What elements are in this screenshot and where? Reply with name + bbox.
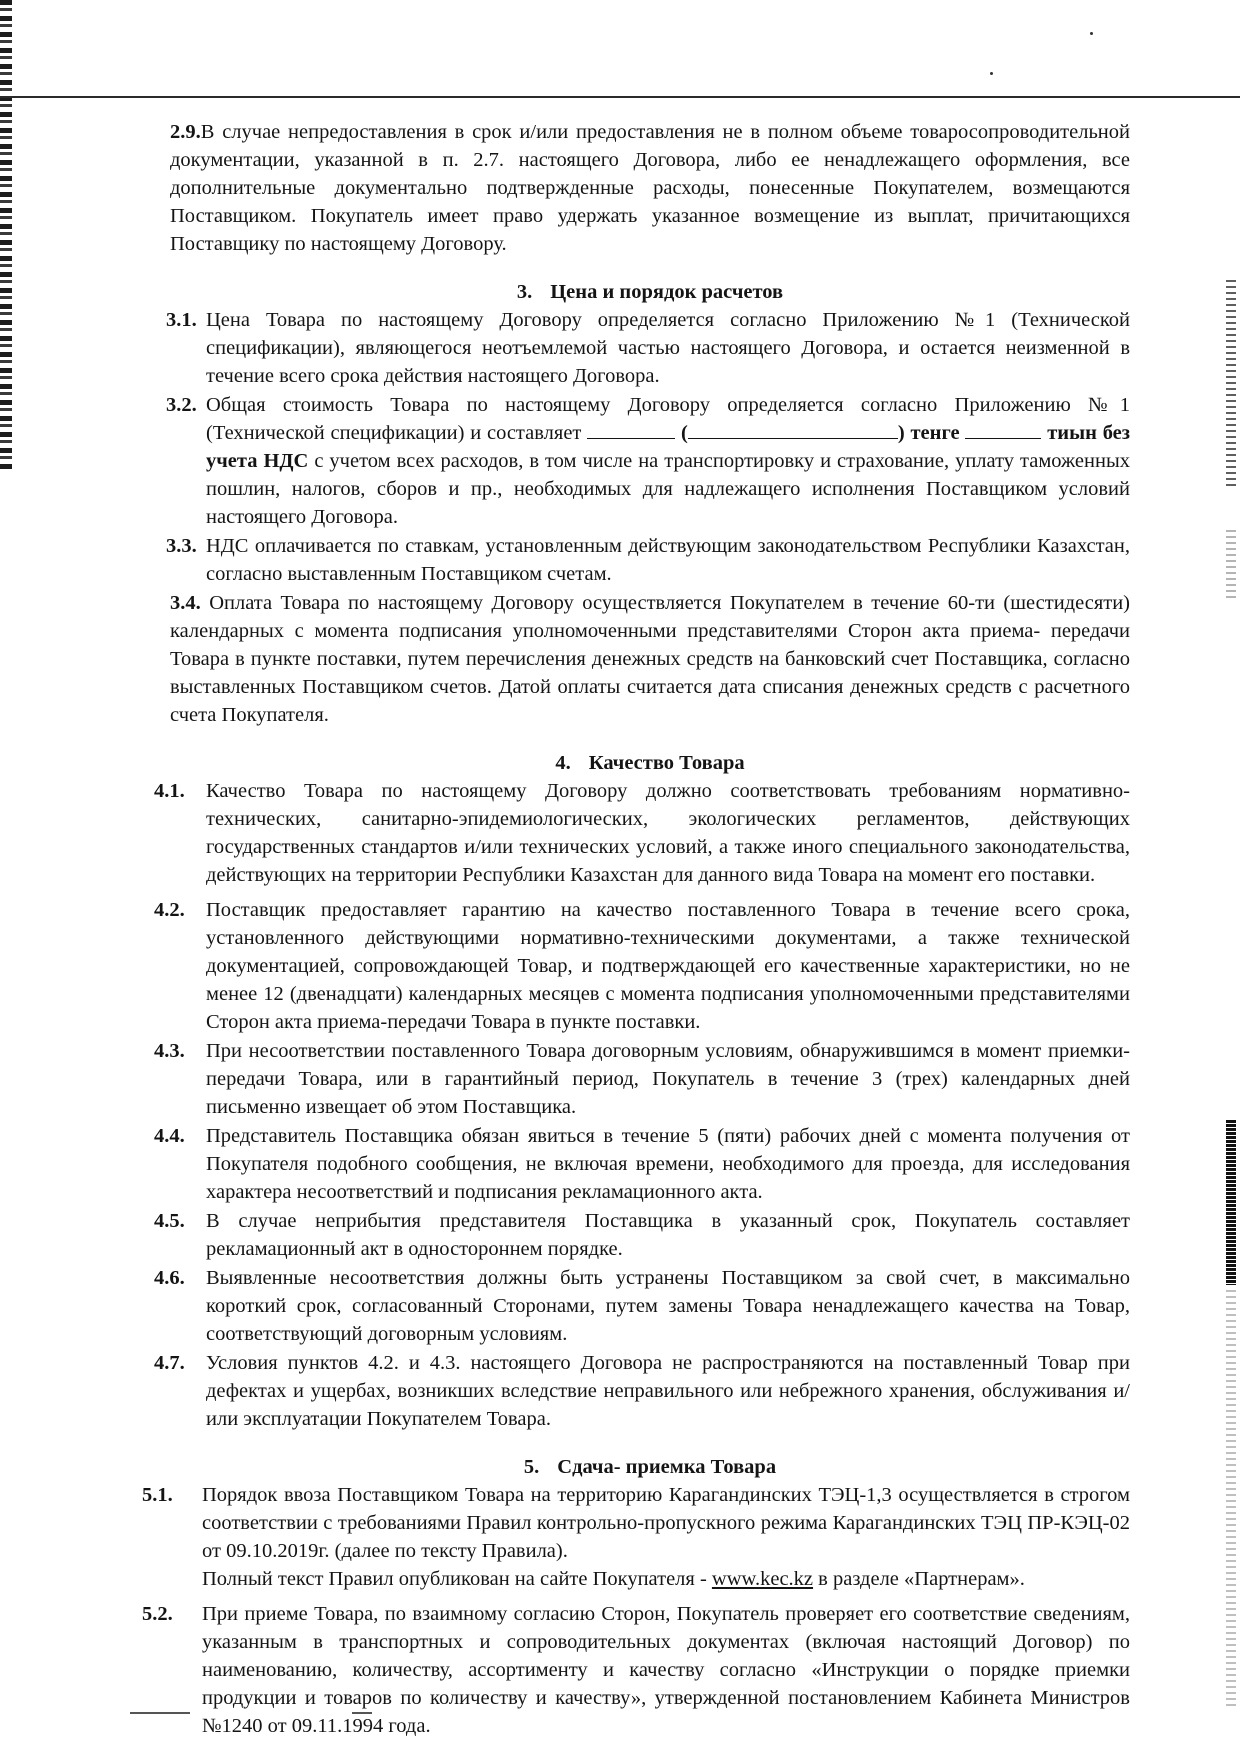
clause-text bbox=[202, 1481, 1130, 1593]
clause-text: Цена Товара по настоящему Договору определяется согласно Приложению №1 (Технической спецификации), являющегося неотъемлемой частью настоящего Договора, и остается неизменной в течение всего срока действия настоящего Договора. bbox=[206, 309, 1130, 387]
clause-text-part: в разделе «Партнерам». bbox=[818, 1568, 1025, 1590]
clause-text: При несоответствии поставленного Товара договорным условиям, обнаружившимся в момент приемки-передачи Товара, или в гарантийный период, Покупатель в течение 3 (трех) календарных дней письменно извещает об этом Поставщика. bbox=[206, 1040, 1130, 1118]
clause-number: 5.1. bbox=[142, 1484, 173, 1506]
clause-text bbox=[206, 391, 1130, 531]
scan-edge-marks-right bbox=[1226, 530, 1236, 600]
clause-text: Поставщик предоставляет гарантию на качество поставленного Товара в течение всего срока, установленного действующими нормативно-техническими документами, а также технической документацией, сопровождающей Товар, и подтверждающей его качественные характеристики, но не менее 12 (двенадцати) календарных месяцев с момента подписания уполномоченными представителями Сторон акта приема-передачи Товара в пункте поставки. bbox=[206, 899, 1130, 1033]
clause-4-3 bbox=[154, 1037, 1130, 1121]
scan-edge-marks-right bbox=[1226, 1290, 1236, 1710]
clause-3-4 bbox=[170, 589, 1130, 729]
clause-3-2 bbox=[166, 391, 1131, 531]
clause-number: 4.7. bbox=[154, 1352, 185, 1374]
clause-number: 3.3. bbox=[166, 535, 197, 557]
clause-4-1 bbox=[154, 777, 1130, 889]
section-3-heading bbox=[170, 278, 1130, 306]
clause-number: 3.2. bbox=[166, 394, 197, 416]
clause-text: Оплата Товара по настоящему Договору осуществляется Покупателем в течение 60-ти (шестидесяти) календарных с момента подписания уполномоченными представителями Сторон акта приема- передачи Товара в пункте поставки, путем перечисления денежных средств на банковский счет Поставщика, согласно выставленных Поставщиком счетов. Датой оплаты считается дата списания денежных средств с расчетного счета Покупателя. bbox=[170, 592, 1131, 726]
amount-words-blank-field bbox=[688, 420, 898, 439]
currency-label: ) тенге bbox=[897, 422, 960, 444]
scan-speck bbox=[990, 72, 993, 75]
scan-edge-marks-left bbox=[0, 0, 12, 470]
clause-text: Качество Товара по настоящему Договору должно соответствовать требованиям нормативно-технических, санитарно-эпидемиологических, экологических регламентов, действующих государственных стандартов и/или технических условий, а также иного специального законодательства, действующих на территории Республики Казахстан для данного вида Товара на момент его поставки. bbox=[206, 780, 1130, 886]
website-link[interactable]: www.kec.kz bbox=[711, 1568, 814, 1590]
clause-text: В случае неприбытия представителя Поставщика в указанный срок, Покупатель составляет рекламационный акт в одностороннем порядке. bbox=[206, 1210, 1130, 1260]
section-number: 5. bbox=[523, 1456, 540, 1478]
section-4-heading bbox=[170, 749, 1130, 777]
tiyn-blank-field bbox=[965, 420, 1041, 439]
clause-number: 4.6. bbox=[154, 1267, 185, 1289]
clause-4-5 bbox=[154, 1207, 1130, 1263]
clause-text-part: Общая стоимость Товара по настоящему Договору определяется согласно Приложению №1 (Технической спецификации) и составляет bbox=[206, 394, 1130, 444]
clause-text-part: Полный текст Правил опубликован на сайте Покупателя - bbox=[202, 1568, 707, 1590]
section-number: 4. bbox=[555, 752, 571, 774]
amount-blank-field bbox=[587, 420, 675, 439]
top-border-line bbox=[0, 96, 1240, 98]
clause-number: 3.4. bbox=[170, 592, 201, 614]
amount-bracket-open: ( bbox=[681, 422, 688, 444]
clause-text: Выявленные несоответствия должны быть устранены Поставщиком за свой счет, в максимально короткий срок, согласованный Сторонами, путем замены Товара ненадлежащего качества на Товар, соответствующий договорным условиям. bbox=[206, 1267, 1130, 1345]
clause-number: 4.1. bbox=[154, 780, 185, 802]
vat-note: тиын без учета НДС bbox=[206, 422, 1131, 472]
clause-4-6 bbox=[154, 1264, 1130, 1348]
clause-number: 4.5. bbox=[154, 1210, 185, 1232]
clause-text: В случае непредоставления в срок и/или предоставления не в полном объеме товаросопроводительной документации, указанной в п. 2.7. настоящего Договора, либо ее ненадлежащего оформления, все дополнительные документально подтвержденные расходы, понесенные Покупателем, возмещаются Поставщиком. Покупатель имеет право удержать указанное возмещение из выплат, причитающихся Поставщику по настоящему Договору. bbox=[170, 121, 1130, 255]
clause-2-9 bbox=[170, 118, 1130, 258]
clause-4-2 bbox=[154, 896, 1130, 1036]
clause-text: Условия пунктов 4.2. и 4.3. настоящего Договора не распространяются на поставленный Товар при дефектах и ущербах, возникших вследствие неправильного или небрежного хранения, обслуживания и/или эксплуатации Покупателем Товара. bbox=[206, 1352, 1130, 1430]
section-title: Качество Товара bbox=[588, 752, 745, 774]
clause-5-1 bbox=[142, 1481, 1130, 1593]
clause-4-7 bbox=[154, 1349, 1130, 1433]
scan-speck bbox=[1090, 32, 1093, 35]
clause-number: 4.3. bbox=[154, 1040, 185, 1062]
contract-text bbox=[142, 118, 1131, 1741]
clause-text-part: Порядок ввоза Поставщиком Товара на территорию Карагандинских ТЭЦ-1,3 осуществляется в строгом соответствии с требованиями Правил контрольно-пропускного режима Карагандинских ТЭЦ ПР-КЭЦ-02 от 09.10.2019г. (далее по тексту Правила). bbox=[202, 1484, 1130, 1562]
scan-edge-marks-right bbox=[1226, 1120, 1236, 1285]
clause-4-4 bbox=[154, 1122, 1130, 1206]
clause-3-3 bbox=[166, 532, 1130, 588]
section-title: Цена и порядок расчетов bbox=[550, 281, 784, 303]
clause-text: Представитель Поставщика обязан явиться в течение 5 (пяти) рабочих дней с момента получения от Покупателя подобного сообщения, не включая времени, необходимого для проезда, для исследования характера несоответствий и подписания рекламационного акта. bbox=[206, 1125, 1130, 1203]
clause-number: 2.9. bbox=[170, 121, 201, 143]
clause-number: 5.2. bbox=[142, 1603, 173, 1625]
clause-text-part: с учетом всех расходов, в том числе на транспортировку и страхование, уплату таможенных пошлин, налогов, сборов и пр., необходимых для надлежащего исполнения Поставщиком условий настоящего Договора. bbox=[206, 450, 1130, 528]
clause-text: НДС оплачивается по ставкам, установленным действующим законодательством Республики Казахстан, согласно выставленным Поставщиком счетам. bbox=[206, 535, 1130, 585]
clause-number: 3.1. bbox=[166, 309, 197, 331]
clause-5-2 bbox=[142, 1600, 1130, 1740]
scan-edge-marks-right bbox=[1226, 280, 1236, 490]
section-title: Сдача- приемка Товара bbox=[557, 1456, 777, 1478]
clause-text: При приеме Товара, по взаимному согласию Сторон, Покупатель проверяет его соответствие сведениям, указанным в транспортных и сопроводительных документах (включая настоящий Договор) по наименованию, количеству, ассортименту и качеству согласно «Инструкции о порядке приемки продукции и товаров по количеству и качеству», утвержденной постановлением Кабинета Министров №1240 от 09.11.1994 года. bbox=[202, 1603, 1130, 1737]
section-number: 3. bbox=[516, 281, 533, 303]
clause-number: 4.2. bbox=[154, 899, 185, 921]
section-5-heading bbox=[170, 1453, 1130, 1481]
clause-3-1 bbox=[166, 306, 1130, 390]
clause-number: 4.4. bbox=[154, 1125, 185, 1147]
